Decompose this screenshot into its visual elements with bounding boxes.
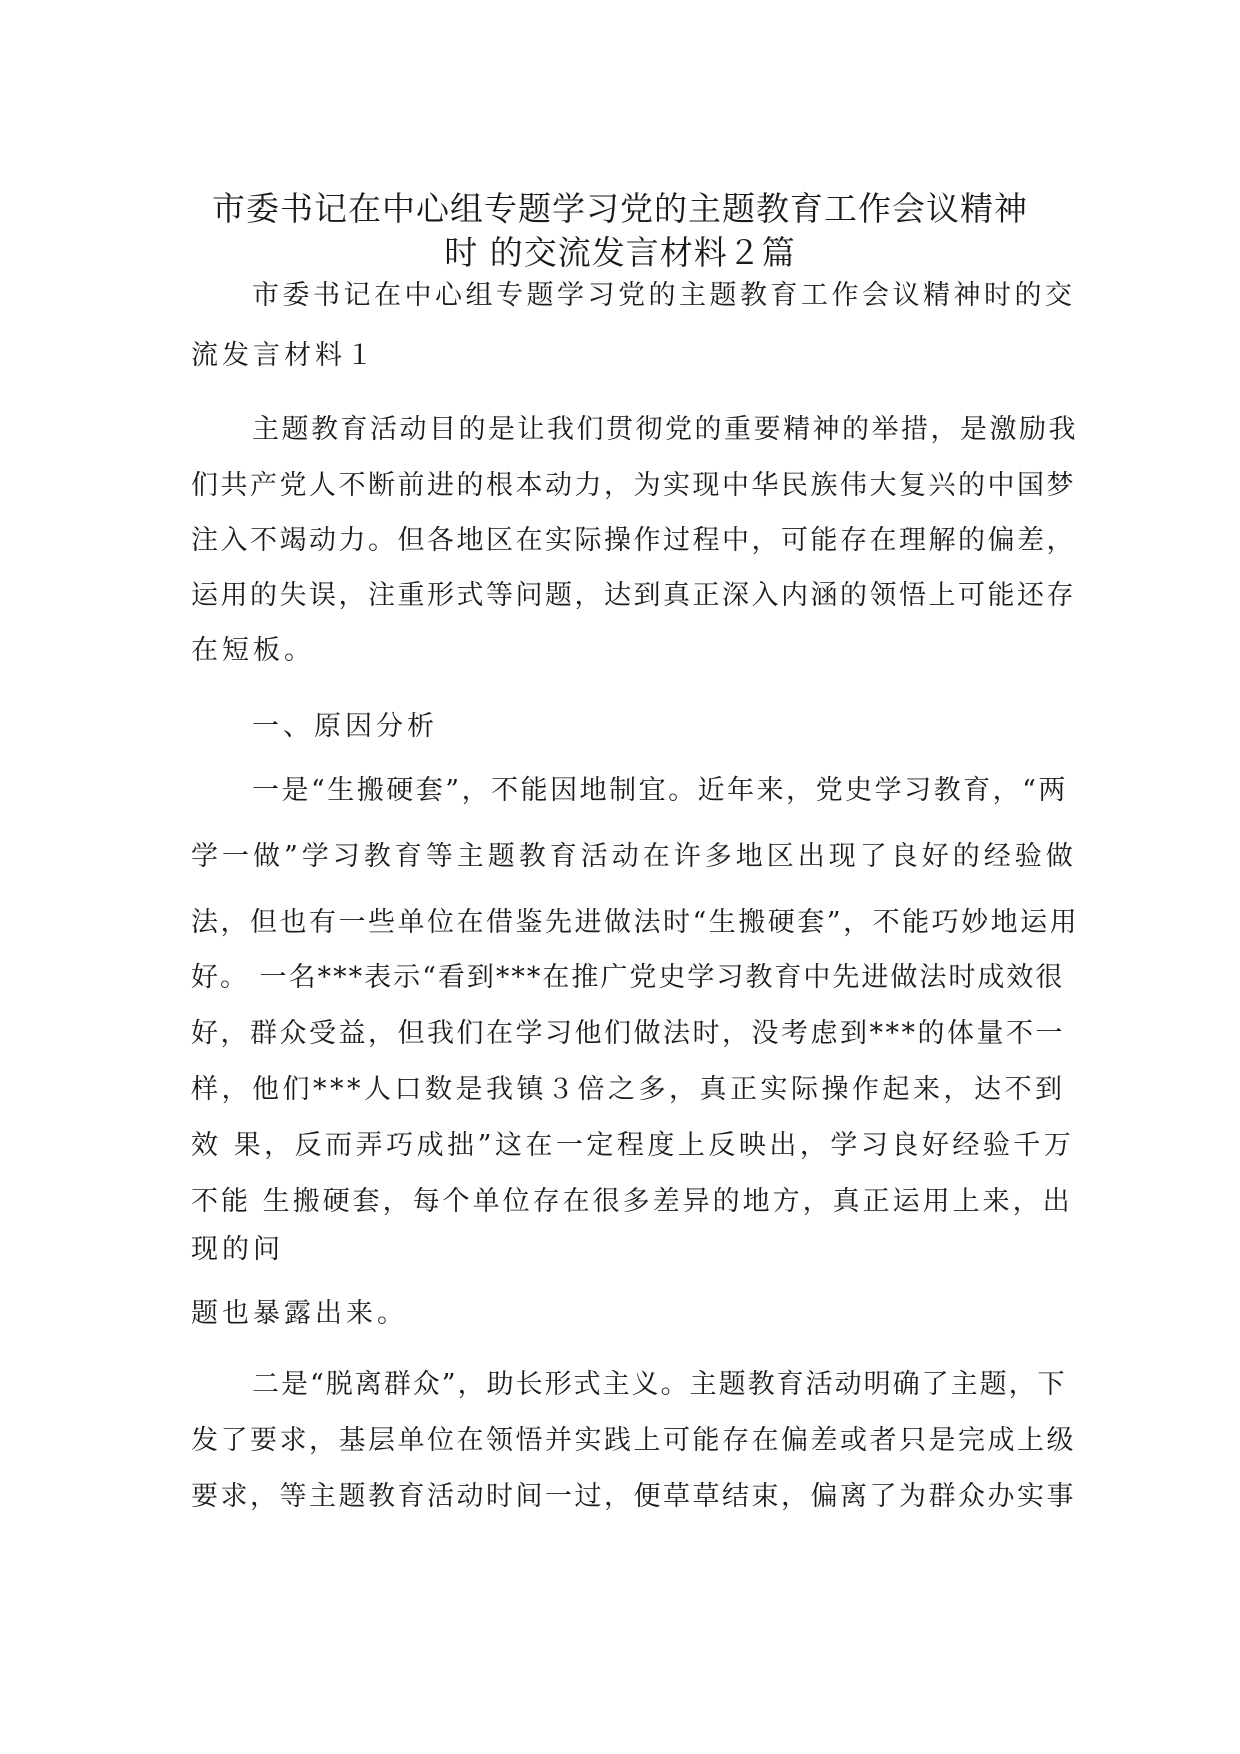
paragraph-line: 要求，等主题教育活动时间一过，便草草结束，偏离了为群众办实事 xyxy=(191,1481,1076,1512)
subtitle-line-2: 流发言材料１ xyxy=(191,340,377,371)
paragraph-line: 好。 一名***表示“看到***在推广党史学习教育中先进做法时成效很 xyxy=(191,962,1065,993)
paragraph-line: 样，他们***人口数是我镇３倍之多，真正实际操作起来，达不到 xyxy=(191,1074,1066,1105)
paragraph-line: 注入不竭动力。但各地区在实际操作过程中，可能存在理解的偏差， xyxy=(191,525,1076,556)
paragraph-line: 法，但也有一些单位在借鉴先进做法时“生搬硬套”，不能巧妙地运用 xyxy=(191,907,1080,938)
paragraph-line: 不能 生搬硬套，每个单位存在很多差异的地方，真正运用上来，出 xyxy=(191,1186,1073,1217)
paragraph-line: 主题教育活动目的是让我们贯彻党的重要精神的举措，是激励我 xyxy=(252,414,1078,445)
paragraph-line: 们共产党人不断前进的根本动力，为实现中华民族伟大复兴的中国梦 xyxy=(191,470,1076,501)
paragraph-line: 在短板。 xyxy=(191,635,315,666)
paragraph-line: 二是“脱离群众”，助长形式主义。主题教育活动明确了主题，下 xyxy=(252,1369,1067,1400)
paragraph-line: 效 果，反而弄巧成拙”这在一定程度上反映出，学习良好经验千万 xyxy=(191,1130,1075,1161)
paragraph-line: 运用的失误，注重形式等问题，达到真正深入内涵的领悟上可能还存 xyxy=(191,580,1076,611)
document-title-line-2: 时 的交流发言材料２篇 xyxy=(444,233,796,272)
document-title-line-1: 市委书记在中心组专题学习党的主题教育工作会议精神 xyxy=(212,189,1028,228)
subtitle-line-1: 市委书记在中心组专题学习党的主题教育工作会议精神时的交 xyxy=(252,280,1076,311)
paragraph-line: 好，群众受益，但我们在学习他们做法时，没考虑到***的体量不一 xyxy=(191,1018,1065,1049)
paragraph-line: 学一做”学习教育等主题教育活动在许多地区出现了良好的经验做 xyxy=(191,841,1077,872)
paragraph-line: 一是“生搬硬套”，不能因地制宜。近年来，党史学习教育，“两 xyxy=(252,775,1068,806)
paragraph-line: 现的问 xyxy=(191,1234,284,1265)
paragraph-line: 题也暴露出来。 xyxy=(191,1298,408,1329)
paragraph-line: 发了要求，基层单位在领悟并实践上可能存在偏差或者只是完成上级 xyxy=(191,1425,1076,1456)
section-heading: 一、原因分析 xyxy=(252,711,438,742)
